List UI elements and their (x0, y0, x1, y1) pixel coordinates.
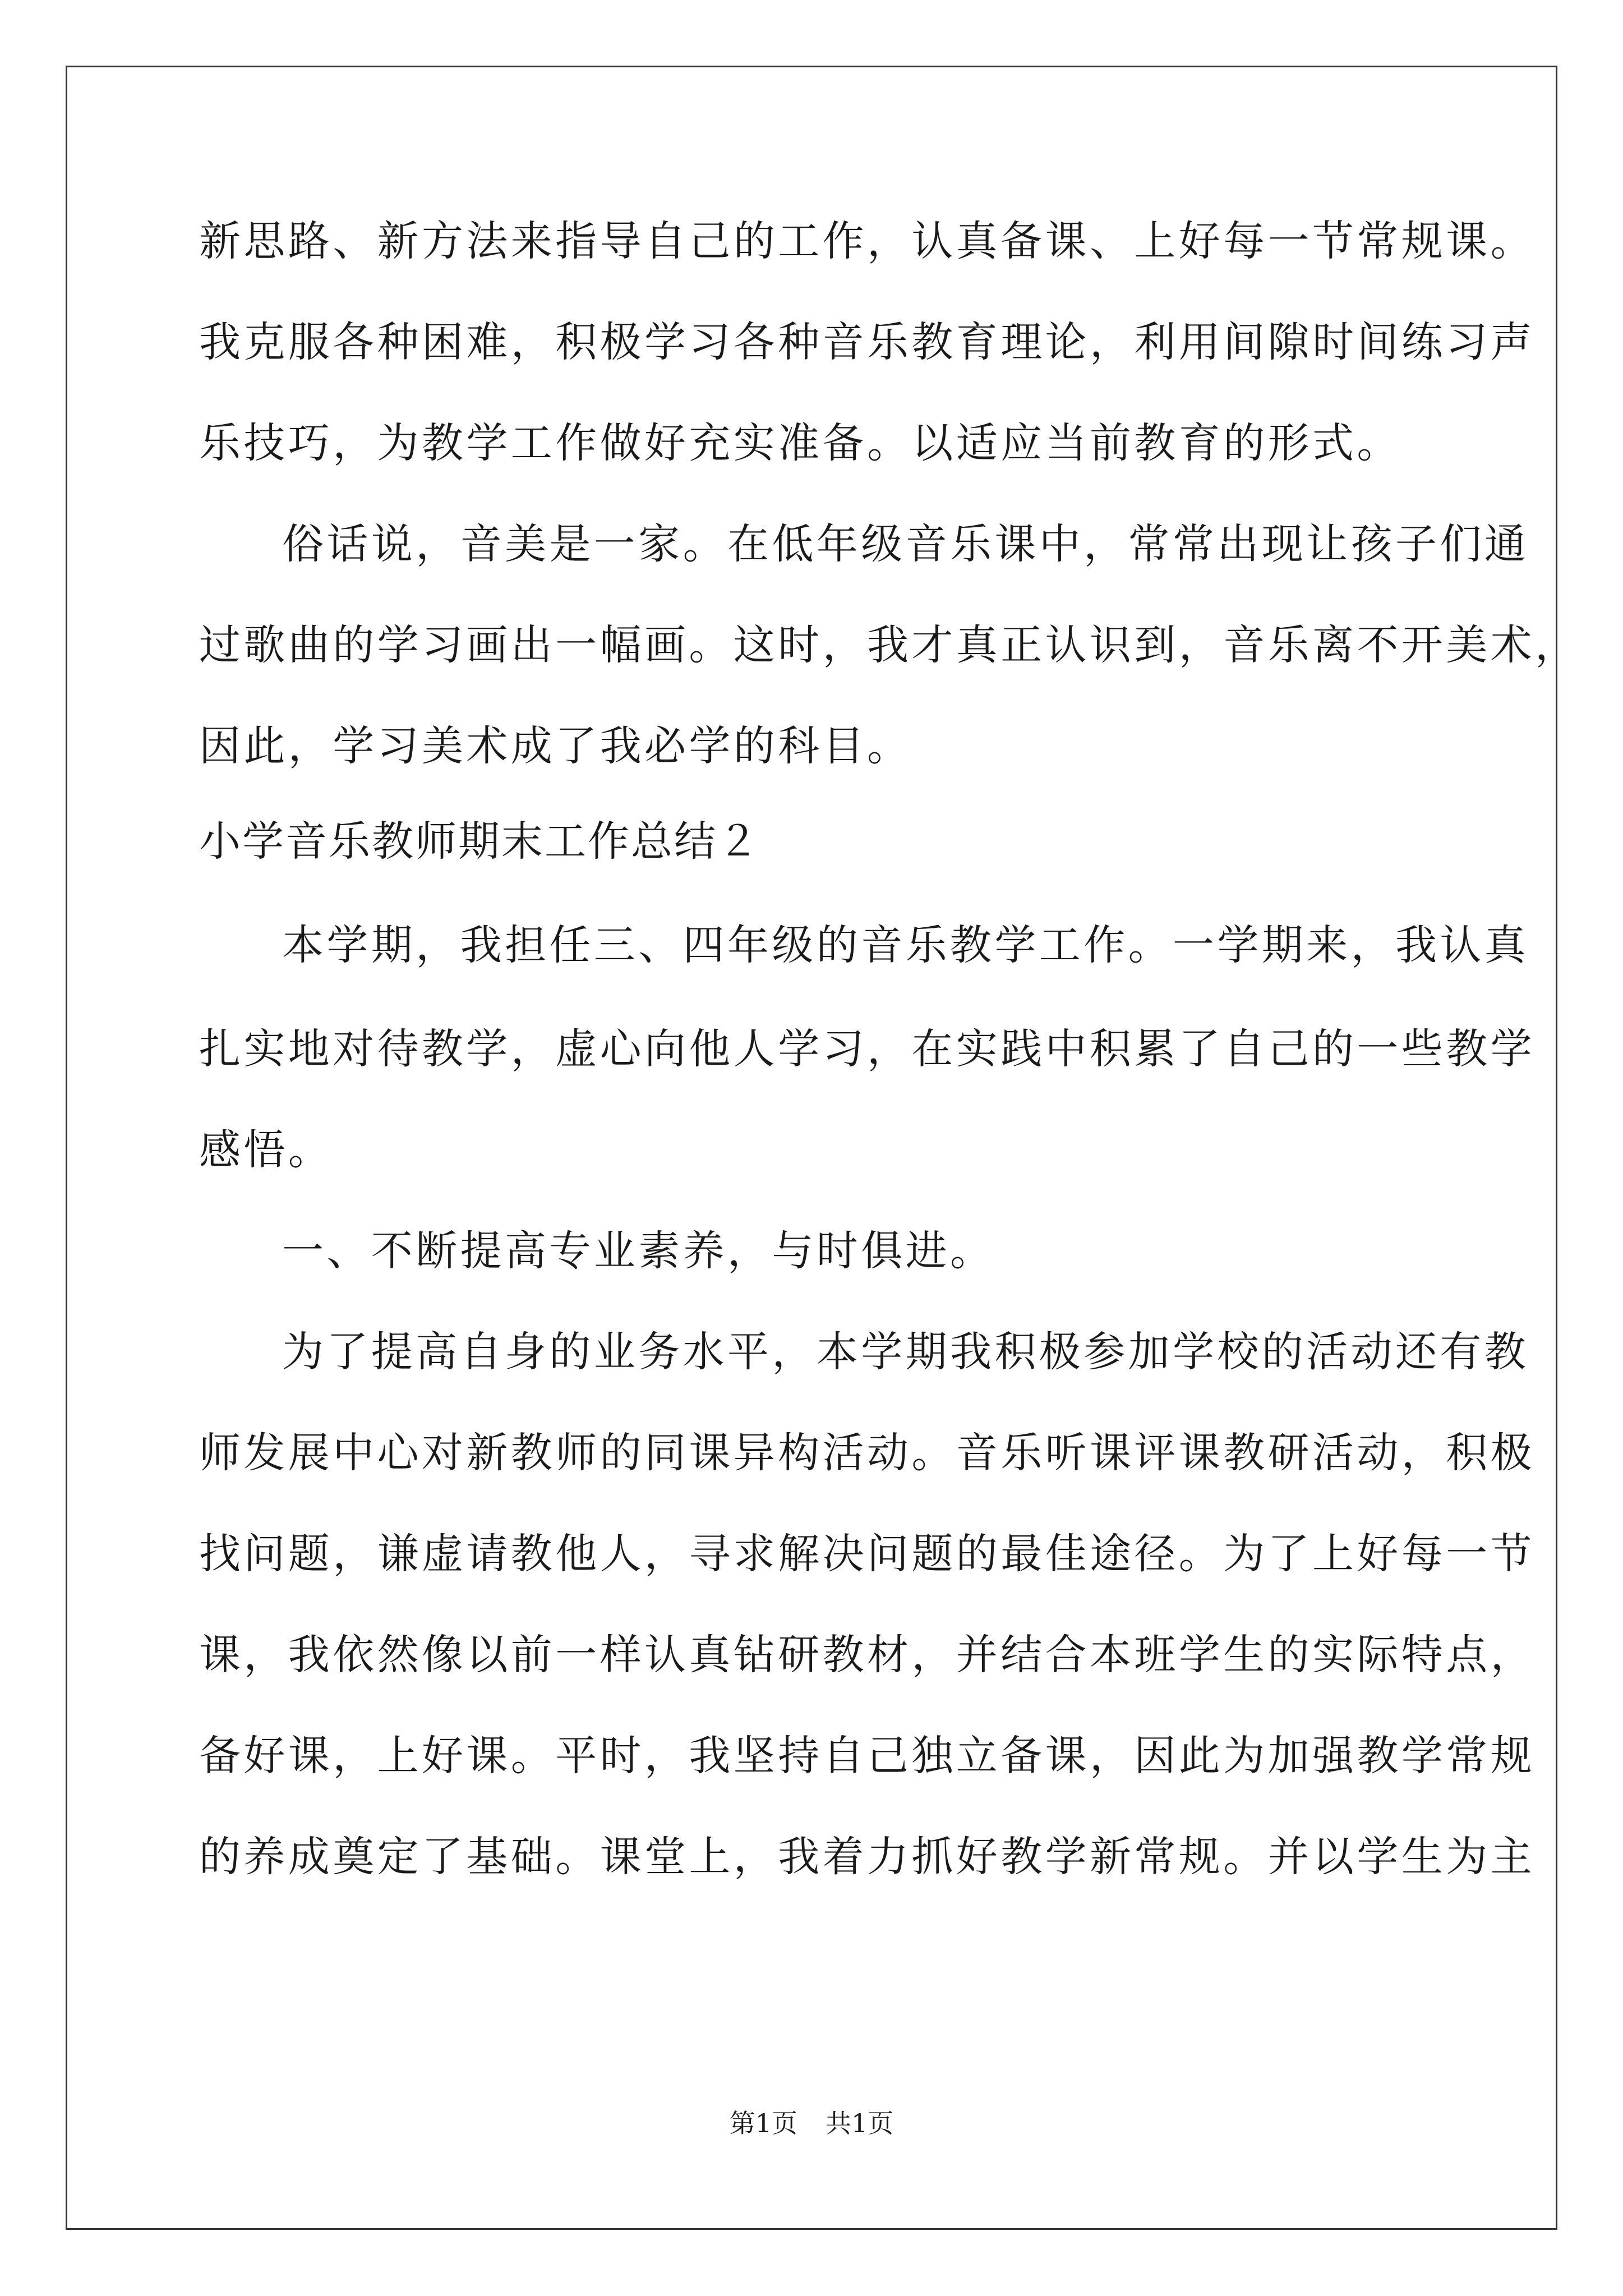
text-line: 为了提高自身的业务水平，本学期我积极参加学校的活动还有教 (282, 1328, 1529, 1376)
page-footer (0, 2106, 1623, 2140)
text-line: 师发展中心对新教师的同课异构活动。音乐听课评课教研活动，积极 (199, 1429, 1535, 1477)
page-total: 共1页 (826, 2108, 894, 2138)
text-line: 扎实地对待教学，虚心向他人学习，在实践中积累了自己的一些教学 (199, 1025, 1535, 1073)
text-line: 课，我依然像以前一样认真钻研教材，并结合本班学生的实际特点， (199, 1631, 1535, 1679)
page-number: 第1页 (729, 2108, 797, 2138)
text-line: 一、不断提高专业素养，与时俱进。 (282, 1227, 995, 1275)
text-line: 找问题，谦虚请教他人，寻求解决问题的最佳途径。为了上好每一节 (199, 1530, 1535, 1578)
text-line: 的养成奠定了基础。课堂上，我着力抓好教学新常规。并以学生为主 (199, 1833, 1535, 1881)
text-line: 乐技巧，为教学工作做好充实准备。以适应当前教育的形式。 (199, 419, 1401, 467)
section-heading: 小学音乐教师期末工作总结２ (199, 817, 760, 866)
text-line: 本学期，我担任三、四年级的音乐教学工作。一学期来，我认真 (282, 921, 1529, 969)
text-line: 新思路、新方法来指导自己的工作，认真备课、上好每一节常规课。 (199, 217, 1535, 265)
text-line: 备好课，上好课。平时，我坚持自己独立备课，因此为加强教学常规 (199, 1732, 1535, 1780)
text-line: 过歌曲的学习画出一幅画。这时，我才真正认识到，音乐离不开美术， (199, 621, 1580, 669)
text-line: 因此，学习美术成了我必学的科目。 (199, 722, 912, 770)
text-line: 我克服各种困难，积极学习各种音乐教育理论，利用间隙时间练习声 (199, 318, 1535, 366)
text-line: 感悟。 (199, 1126, 333, 1174)
text-line: 俗话说，音美是一家。在低年级音乐课中，常常出现让孩子们通 (282, 520, 1529, 568)
